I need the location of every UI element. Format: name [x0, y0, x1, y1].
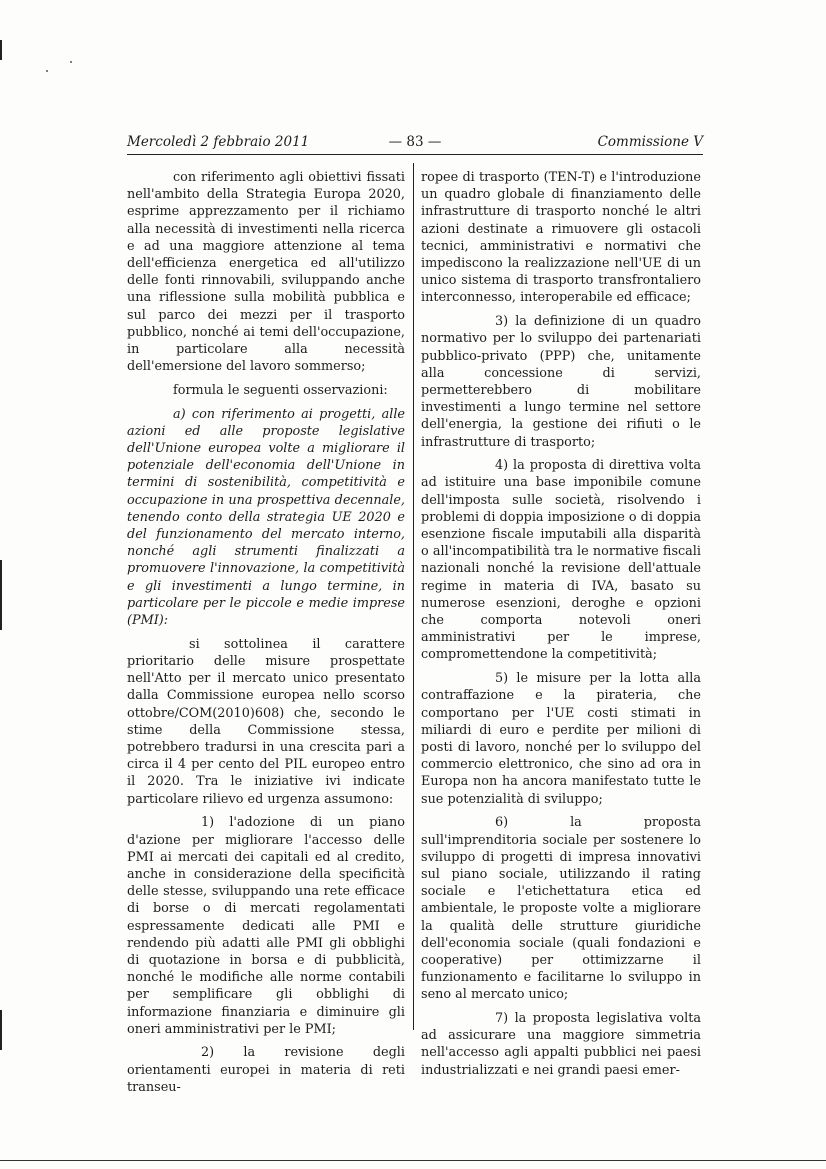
right-column — [421, 169, 701, 1085]
list-item: 7) la proposta legislativa volta ad assicurare una maggiore simmetria nell'accesso agli appalti pubblici nei paesi industrializzati e nei grandi paesi emer- — [421, 1011, 701, 1078]
list-item: 2) la revisione degli orientamenti europei in materia di reti transeu- — [127, 1045, 405, 1095]
scan-edge-mark — [0, 40, 2, 60]
page-header — [127, 134, 703, 154]
scan-edge-mark — [0, 1010, 2, 1050]
paragraph: con riferimento agli obiettivi fissati nell'ambito della Strategia Europa 2020, esprime apprezzamento per il richiamo alla necessità di investimenti nella ricerca e ad una maggiore attenzione al tema dell'efficienza energetica ed all'utilizzo delle fonti rinnovabili, sviluppando anche una riflessione sulla mobilità pubblica e sul parco dei mezzi per il trasporto pubblico, nonché ai temi dell'occupazione, in particolare alla necessità dell'emersione del lavoro sommerso; — [127, 170, 405, 375]
header-rule — [127, 154, 703, 155]
page-number: — 83 — — [388, 134, 442, 150]
column-divider — [413, 163, 414, 1030]
list-item: 4) la proposta di direttiva volta ad istituire una base imponibile comune dell'imposta sulle società, risolvendo i problemi di doppia imposizione o di doppia esenzione fiscale imputabili alla disparità o all'incompatibilità tra le normative fiscali nazionali nonché la revisione dell'attuale regime in materia di IVA, basato su numerose esenzioni, deroghe e opzioni che comporta notevoli oneri amministrativi per le imprese, compromettendone la competitività; — [421, 458, 701, 663]
scan-speck — [70, 61, 72, 63]
paragraph: formula le seguenti osservazioni: — [173, 382, 388, 398]
list-item: 3) la definizione di un quadro normativo per lo sviluppo dei partenariati pubblico-privato (PPP) che, unitamente alla concessione di servizi, permetterebbero di mobilitare investimenti a lungo termine nel settore dell'energia, la gestione dei rifiuti o le infrastrutture di trasporto; — [421, 314, 701, 450]
left-column — [127, 169, 405, 1103]
scan-speck — [46, 70, 48, 72]
list-item: 6) la proposta sull'imprenditoria sociale per sostenere lo sviluppo di progetti di impresa innovativi sul piano sociale, utilizzando il rating sociale e l'etichettatura etica ed ambientale, le proposte volte a migliorare la qualità delle strutture giuridiche dell'economia sociale (quali fondazioni e cooperative) per ottimizzarne il funzionamento e facilitarne lo sviluppo in seno al mercato unico; — [421, 815, 701, 1003]
paragraph-italic: a) con riferimento ai progetti, alle azioni ed alle proposte legislative dell'Unione europea volte a migliorare il potenziale dell'economia dell'Unione in termini di sostenibilità, competitività e occupazione in una prospettiva decennale, tenendo conto della strategia UE 2020 e del funzionamento del mercato interno, nonché agli strumenti finalizzati a promuovere l'innovazione, la competitività e gli investimenti a lungo termine, in particolare per le piccole e medie imprese (PMI): — [127, 406, 405, 629]
scan-edge-mark — [0, 560, 2, 630]
paragraph: ropee di trasporto (TEN-T) e l'introduzione un quadro globale di finanziamento delle infrastrutture di trasporto nonché le altri azioni destinate a rimuovere gli ostacoli tecnici, amministrativi e normativi che impediscono la realizzazione nell'UE di un unico sistema di trasporto transfrontaliero interconnesso, interoperabile ed efficace; — [421, 170, 701, 306]
header-commission: Commissione V — [597, 134, 703, 150]
list-item: 1) l'adozione di un piano d'azione per migliorare l'accesso delle PMI ai mercati dei capitali ed al credito, anche in considerazione della specificità delle stesse, sviluppando una rete efficace di borse o di mercati regolamentati espressamente dedicati alle PMI e rendendo più adatti alle PMI gli obblighi di quotazione in borsa e di pubblicità, nonché le modifiche alle norme contabili per semplificare gli obblighi di informazione finanziaria e diminuire gli oneri amministrativi per le PMI; — [127, 815, 405, 1037]
paragraph: si sottolinea il carattere prioritario delle misure prospettate nell'Atto per il mercato unico presentato dalla Commissione europea nello scorso ottobre/COM(2010)608) che, secondo le stime della Commissione stessa, potrebbero tradursi in una crescita pari a circa il 4 per cento del PIL europeo entro il 2020. Tra le iniziative ivi indicate particolare rilievo ed urgenza assumono: — [127, 636, 405, 807]
scan-bottom-edge — [0, 1160, 826, 1161]
list-item: 5) le misure per la lotta alla contraffazione e la pirateria, che comportano per l'UE costi stimati in miliardi di euro e perdite per milioni di posti di lavoro, nonché per lo sviluppo del commercio elettronico, che sino ad ora in Europa non ha ancora manifestato tutte le sue potenzialità di sviluppo; — [421, 671, 701, 807]
header-date: Mercoledì 2 febbraio 2011 — [127, 134, 310, 150]
